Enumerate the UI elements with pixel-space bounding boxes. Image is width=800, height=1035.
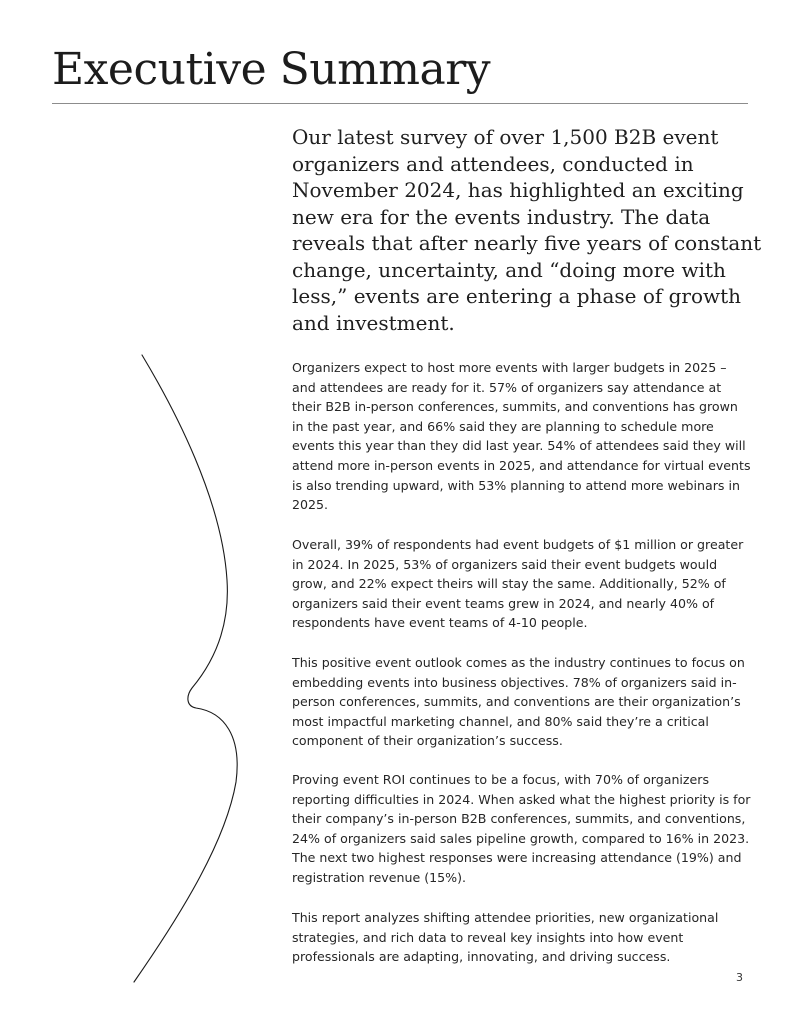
body-paragraph: Organizers expect to host more events with larger budgets in 2025 – and attendees are ready for it. 57% of organizers say attendance at their B2B in-person conferences, summits, and conventions has grown in the past year, and 66% said they are planning to schedule more events this year than they did last year. 54% of attendees said they will attend more in-person events in 2025, and attendance for virtual events is also trending upward, with 53% planning to attend more webinars in 2025. [292,360,751,513]
body-paragraph: This report analyzes shifting attendee priorities, new organizational strategies, and rich data to reveal key insights into how event professionals are adapting, innovating, and driving success. [292,910,719,965]
intro-paragraph: Our latest survey of over 1,500 B2B event organizers and attendees, conducted in November 2024, has highlighted an exciting new era for the events industry. The data reveals that after nearly five years of constant change, uncertainty, and “doing more with less,” events are entering a phase of growth and investment. [292,125,762,335]
body-paragraph: Proving event ROI continues to be a focus, with 70% of organizers reporting difficulties in 2024. When asked what the highest priority is for their company’s in-person B2B conferences, summits, and conventions, 24% of organizers said sales pipeline growth, compared to 16% in 2023. The next two highest responses were increasing attendance (19%) and registration revenue (15%). [292,772,751,885]
page-number: 3 [736,971,743,984]
body-paragraph: This positive event outlook comes as the industry continues to focus on embedding events into business objectives. 78% of organizers said in-person conferences, summits, and conventions are their organization’s most impactful marketing channel, and 80% said they’re a critical component of their organization’s success. [292,655,745,749]
page-title: Executive Summary [52,44,491,95]
body-paragraph: Overall, 39% of respondents had event budgets of $1 million or greater in 2024. In 2025, 53% of organizers said their event budgets would grow, and 22% expect theirs will stay the same. Additionally, 52% of organizers said their event teams grew in 2024, and nearly 40% of respondents have event teams of 4-10 people. [292,537,744,631]
